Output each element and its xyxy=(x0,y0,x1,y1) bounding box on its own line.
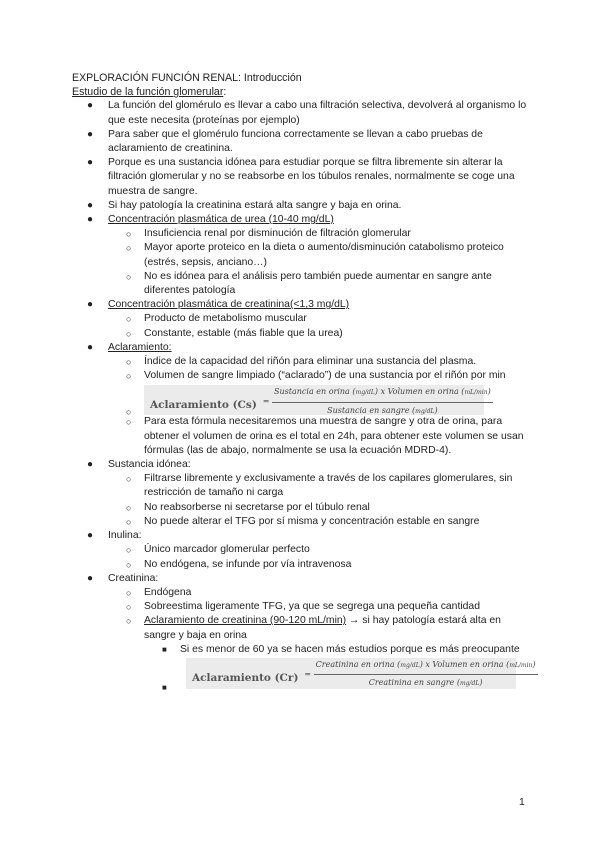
list-item: ○ No puede alterar el TFG por sí misma y concentración estable en sangre xyxy=(108,515,534,529)
creatinine-section xyxy=(72,298,534,341)
list-item: ○ Producto de metabolismo muscular xyxy=(108,312,534,326)
bullet-circle-icon: ○ xyxy=(126,243,132,254)
list-item: ● La función del glomérulo es llevar a cabo una filtración selectiva, devolverá al organismo lo que este necesita (proteínas por ejemplo) xyxy=(87,100,527,126)
list-item: ○ Mayor aporte proteico en la dieta o aumento/disminución catabolismo proteico (estrés, sepsis, anciano…) xyxy=(126,242,504,268)
inulin-section: ● Inulina: ○ Único marcador glomerular perfecto ○ No endógena, se infunde por vía intravenosa xyxy=(72,529,534,572)
urea-heading: Concentración plasmática de urea (10-40 mg/dL) xyxy=(108,214,334,226)
bullet-disc-icon: ● xyxy=(87,341,94,353)
ideal-substance-section: ● Sustancia idónea: ○ Filtrarse libremente y exclusivamente a través de los capilares glomerulares, sin restricción de tamaño ni carga ○ No reabsorberse ni secretarse por el túbulo renal ○ No puede alterar el TFG por sí misma y concentración estable en sangre xyxy=(72,458,534,529)
bullet-square-icon: ■ xyxy=(162,644,167,654)
bullet-circle-icon: ○ xyxy=(126,229,132,240)
bullet-circle-icon: ○ xyxy=(126,559,132,570)
bullet-circle-icon: ○ xyxy=(126,407,132,418)
page-number: 1 xyxy=(519,797,525,808)
bullet-disc-icon: ● xyxy=(87,530,94,542)
list-item: ● Para saber que el glomérulo funciona correctamente se llevan a cabo pruebas de aclaramiento de creatinina. xyxy=(87,128,483,155)
bullet-circle-icon: ○ xyxy=(126,371,132,382)
list-item: ○ Volumen de sangre limpiado (“aclarado”) de una sustancia por el riñón por min xyxy=(108,369,534,383)
bullet-disc-icon: ● xyxy=(87,128,94,140)
bullet-circle-icon: ○ xyxy=(126,602,132,613)
clearance-section xyxy=(72,341,534,458)
bullet-disc-icon: ● xyxy=(87,299,94,311)
list-item: ○ Sobreestima ligeramente TFG, ya que se segrega una pequeña cantidad xyxy=(108,600,534,614)
list-item: ○ Índice de la capacidad del riñón para eliminar una sustancia del plasma. xyxy=(108,355,534,369)
bullet-disc-icon: ● xyxy=(87,199,94,211)
urea-section xyxy=(72,213,534,298)
bullet-circle-icon: ○ xyxy=(126,328,132,339)
bullet-square-icon: ■ xyxy=(162,682,167,692)
list-item: ■ Si es menor de 60 ya se hacen más estudios porque es más preocupante xyxy=(144,643,534,657)
bullet-disc-icon: ● xyxy=(87,157,94,169)
list-item: ○ No es idónea para el análisis pero también puede aumentar en sangre ante diferentes patología xyxy=(126,270,492,297)
bullet-circle-icon: ○ xyxy=(126,417,132,428)
subtitle-colon: : xyxy=(223,86,227,99)
bullet-circle-icon: ○ xyxy=(126,545,132,556)
clearance-heading: Aclaramiento: xyxy=(108,341,172,353)
bullet-circle-icon: ○ xyxy=(126,587,132,598)
clearance-formula-image: Aclaramiento (Cs) = $\frac{\text{Sustancia en orina (mg/dL) x Volumen en orina (mL/min)}}{\text{Sustancia en sangre (mg/dL)}}$ xyxy=(144,385,484,415)
section-subtitle xyxy=(72,85,534,99)
bullet-circle-icon: ○ xyxy=(126,357,132,368)
list-item: ○ No reabsorberse ni secretarse por el túbulo renal xyxy=(108,501,534,515)
bullet-disc-icon: ● xyxy=(87,572,94,584)
bullet-circle-icon: ○ xyxy=(126,474,132,485)
bullet-circle-icon: ○ xyxy=(126,502,132,513)
list-item: ○ No endógena, se infunde por vía intravenosa xyxy=(108,558,534,572)
creatinine-heading: Concentración plasmática de creatinina(<1,3 mg/dL) xyxy=(108,299,350,311)
main-list xyxy=(72,99,536,692)
list-item: ○ Endógena xyxy=(108,586,534,600)
list-item: ○ Único marcador glomerular perfecto xyxy=(108,543,534,557)
list-item: ○ Para esta fórmula necesitaremos una muestra de sangre y otra de orina, para obtener el volumen de orina es el total en 24h, para obtener este volumen se usan fórmulas (las de abajo, normalmente se usa la ecuación MDRD-4). xyxy=(126,416,524,456)
list-item: ○ Aclaramiento de creatinina (90-120 mL/min) → si hay patología estará alta en sangre y baja en orina ■ Si es menor de 60 ya se hacen más estudios porque es más preocupante ■ Aclaramiento (Cr) = $\frac{\text{Creatinina en orina (mg/dL) x Volumen en orina (mL/min)}}{\text{Creatinina en sangre (mg/dL)}}$ xyxy=(108,614,534,689)
creatinine-clearance-link[interactable]: Aclaramiento de creatinina (90-120 mL/min) xyxy=(144,615,347,627)
list-item: ● Si hay patología la creatinina estará alta sangre y baja en orina. xyxy=(72,199,534,213)
bullet-disc-icon: ● xyxy=(87,100,94,112)
list-item: ○ Filtrarse libremente y exclusivamente a través de los capilares glomerulares, sin restricción de tamaño ni carga xyxy=(126,473,513,499)
bullet-circle-icon: ○ xyxy=(126,616,132,627)
page-title: EXPLORACIÓN FUNCIÓN RENAL: Introducción xyxy=(72,72,302,84)
list-item xyxy=(144,657,536,692)
list-item: ○ Insuficiencia renal por disminución de filtración glomerular xyxy=(108,227,534,241)
bullet-disc-icon: ● xyxy=(87,459,94,471)
bullet-disc-icon: ● xyxy=(87,214,94,226)
document-content xyxy=(72,71,536,692)
bullet-circle-icon: ○ xyxy=(126,314,132,325)
bullet-circle-icon: ○ xyxy=(126,271,132,282)
creatinine-formula-image: Aclaramiento (Cr) = $\frac{\text{Creatinina en orina (mg/dL) x Volumen en orina (mL/min)}}{\text{Creatinina en sangre (mg/dL)}}$ xyxy=(186,658,516,689)
creatinine-detail-section: ● Creatinina: ○ Endógena ○ Sobreestima ligeramente TFG, ya que se segrega una pequeña cantidad ○ Aclaramiento de creatinina (90-120 mL/min) → si hay patología estará alta en sangre y baja en orina ■ Si es menor de 60 ya se hacen más estudios porque es más preocupante ■ Aclaramiento (Cr) = $\frac{\text{Creatinina en orina (mg/dL) x Volumen en orina (mL/min)}}{\text{Creatinina en sangre (mg/dL)}}$ xyxy=(72,572,534,689)
subtitle-text: Estudio de la función glomerular xyxy=(72,86,224,99)
list-item xyxy=(108,383,534,418)
list-item: ○ Constante, estable (más fiable que la urea) xyxy=(108,327,534,341)
bullet-circle-icon: ○ xyxy=(126,516,132,527)
list-item: ● Porque es una sustancia idónea para estudiar porque se filtra libremente sin alterar la filtración glomerular y no se reabsorbe en los túbulos renales, normalmente se coge una muestra de sangre. xyxy=(87,157,515,197)
